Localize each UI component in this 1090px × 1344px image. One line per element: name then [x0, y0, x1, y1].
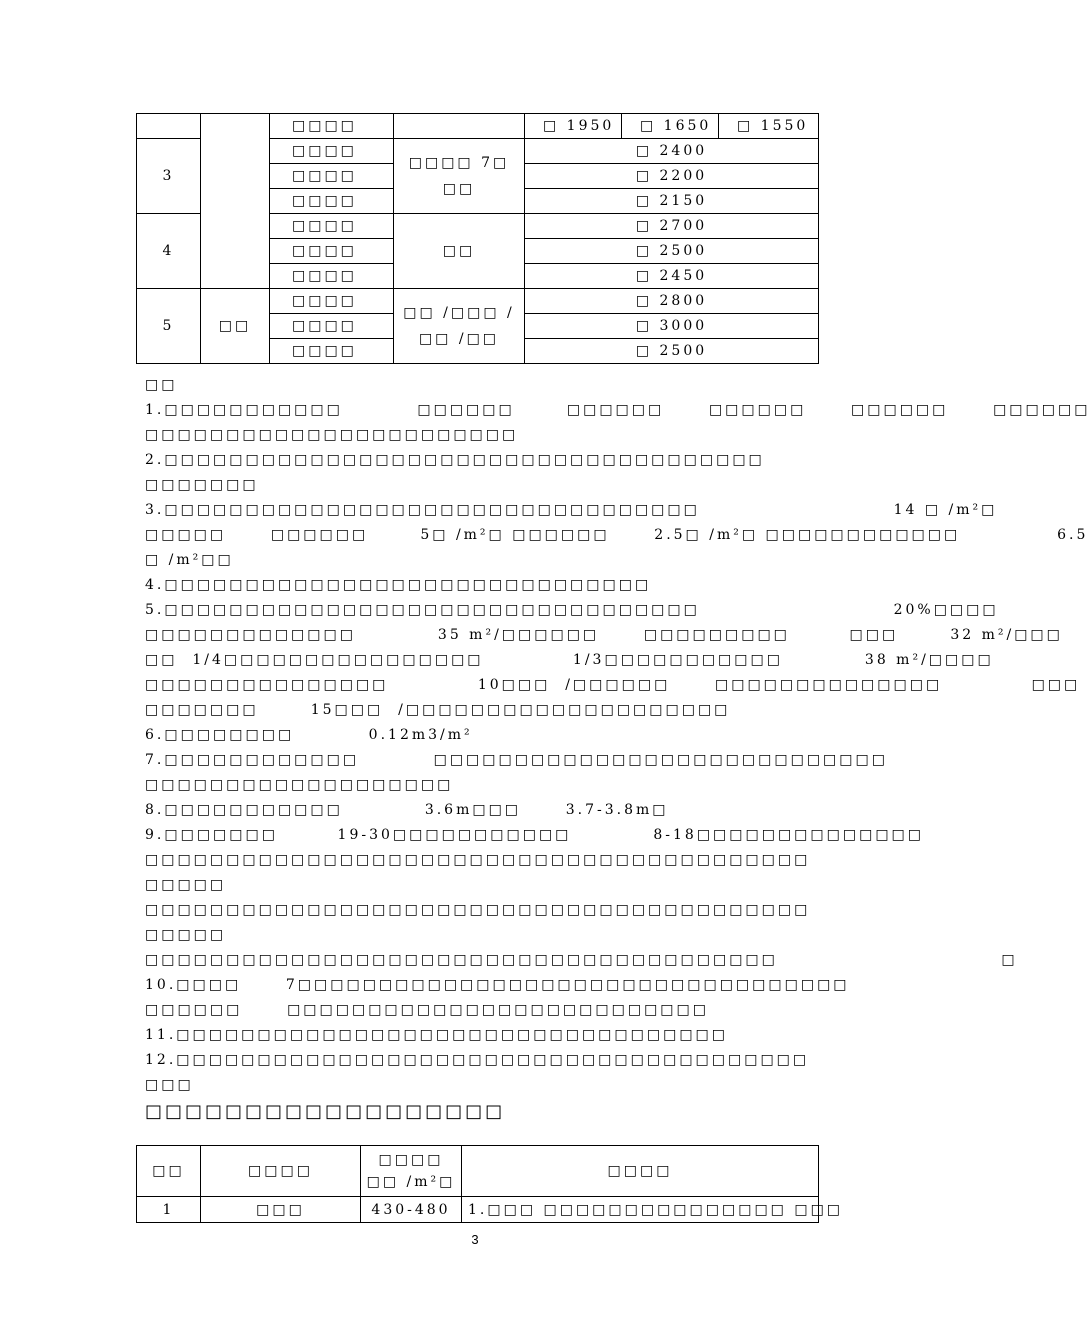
note-line: □□ 1/4□□□□□□□□□□□□□□□□ 1/3□□□□□□□□□□□ 38 m²/□□□□ — [145, 652, 994, 668]
note-line: □□□□□□□□□□□□□□□□□□□□□□□ — [145, 427, 519, 443]
note-line: □□ — [145, 377, 178, 393]
price-cell: □ 2500 — [525, 339, 819, 364]
page-number: 3 — [471, 1232, 479, 1247]
row-number: 3 — [137, 139, 201, 214]
table-cell: □□□□ — [270, 189, 394, 214]
note-line: □□□□□□□ 15□□□ /□□□□□□□□□□□□□□□□□□□□ — [145, 702, 731, 718]
note-line: □□□ — [145, 1077, 194, 1093]
price-cell: □ 2200 — [525, 164, 819, 189]
note-line: 5.□□□□□□□□□□□□□□□□□□□□□□□□□□□□□□□□□ 20%□□□□ — [145, 602, 999, 618]
note-line: □□□□□□□□□□□□□□□ 10□□□ /□□□□□□ □□□□□□□□□□□□□□ □□□ — [145, 677, 1081, 693]
column-header-line: □□ /m²□ — [366, 1174, 456, 1190]
note-line: □□□□□ □□□□□□ 5□ /m²□ □□□□□□ 2.5□ /m²□ □□□□□□□□□□□□ 6.5 — [145, 527, 1089, 543]
table-cell: □□□□ — [270, 289, 394, 314]
table-cell: □□□□ — [270, 339, 394, 364]
note-line: 1.□□□□□□□□□□□ □□□□□□ □□□□□□ □□□□□□ □□□□□□ □□□□□□ — [145, 402, 1090, 418]
column-header: □□□□ — [462, 1146, 819, 1197]
note-line: 8.□□□□□□□□□□□ 3.6m□□□ 3.7-3.8m□ — [145, 802, 669, 818]
price-cell: □ 1950 — [525, 114, 622, 139]
note-line: □□□□□□□□□□□□□□□□□□□ — [145, 777, 454, 793]
table-cell — [394, 114, 525, 139]
column-header: □□ — [137, 1146, 201, 1197]
table-cell: □□□ — [201, 1197, 361, 1223]
price-cell: □ 3000 — [525, 314, 819, 339]
notes-section — [145, 373, 1090, 1098]
table-cell: □□□□ — [270, 164, 394, 189]
row-number: 5 — [137, 289, 201, 364]
table-row — [137, 114, 819, 139]
table-row — [137, 289, 819, 314]
note-line: 7.□□□□□□□□□□□□ □□□□□□□□□□□□□□□□□□□□□□□□□□□□ — [145, 752, 888, 768]
table-cell: □□□□ — [270, 139, 394, 164]
note-line: □□□□□□□□□□□□□ 35 m²/□□□□□□ □□□□□□□□□ □□□ 32 m²/□□□ — [145, 627, 1063, 643]
note-line: □□□□□□□□□□□□□□□□□□□□□□□□□□□□□□□□□□□□□□□ □ — [145, 952, 1018, 968]
row-number: 4 — [137, 214, 201, 289]
note-line: 9.□□□□□□□ 19-30□□□□□□□□□□□ 8-18□□□□□□□□□□□□□□ — [145, 827, 925, 843]
category-cell — [201, 114, 270, 289]
column-header: □□□□ — [201, 1146, 361, 1197]
note-line: □□□□□□□□□□□□□□□□□□□□□□□□□□□□□□□□□□□□□□□□□ — [145, 902, 811, 918]
note-line: □□□□□□□□□□□□□□□□□□□□□□□□□□□□□□□□□□□□□□□□□ — [145, 852, 811, 868]
type-cell: □□ — [394, 214, 525, 289]
table-row — [137, 1197, 819, 1223]
section-heading: □□□□□□□□□□□□□□□□□□ — [145, 1101, 506, 1122]
note-line: 2.□□□□□□□□□□□□□□□□□□□□□□□□□□□□□□□□□□□□□ — [145, 452, 765, 468]
price-cell: □ 2500 — [525, 239, 819, 264]
note-line: □□□□□ — [145, 877, 227, 893]
note-line: □□□□□□ □□□□□□□□□□□□□□□□□□□□□□□□□□ — [145, 1002, 709, 1018]
price-cell: □ 2700 — [525, 214, 819, 239]
note-line: □□□□□□□ — [145, 477, 259, 493]
price-cell: □ 2450 — [525, 264, 819, 289]
table-cell: □□□□ — [270, 264, 394, 289]
table-header-row — [137, 1146, 819, 1197]
price-cell: □ 2400 — [525, 139, 819, 164]
note-line: 11.□□□□□□□□□□□□□□□□□□□□□□□□□□□□□□□□□□ — [145, 1027, 729, 1043]
note-line: 4.□□□□□□□□□□□□□□□□□□□□□□□□□□□□□□ — [145, 577, 652, 593]
note-line: □□□□□ — [145, 927, 227, 943]
table-cell: □□□□ — [270, 239, 394, 264]
table-cell: □□□□ — [270, 314, 394, 339]
category-cell: □□ — [201, 289, 270, 364]
column-header — [361, 1146, 462, 1197]
price-cell: □ 1550 — [719, 114, 819, 139]
table-cell: 1.□□□ □□□□□□□□□□□□□□□ □□□ — [462, 1197, 819, 1223]
column-header-line: □□□□ — [378, 1152, 444, 1168]
price-cell: □ 2150 — [525, 189, 819, 214]
item-table — [136, 1145, 844, 1223]
price-cell: □ 1650 — [622, 114, 719, 139]
note-line: 10.□□□□ 7□□□□□□□□□□□□□□□□□□□□□□□□□□□□□□□□□□ — [145, 977, 850, 993]
type-cell: □□□□ 7□ □□ — [394, 139, 525, 214]
price-cell: □ 2800 — [525, 289, 819, 314]
type-cell: □□ /□□□ /□□ /□□ — [394, 289, 525, 364]
price-table — [136, 113, 819, 364]
note-line: 12.□□□□□□□□□□□□□□□□□□□□□□□□□□□□□□□□□□□□□□□ — [145, 1052, 810, 1068]
table-cell: □□□□ — [270, 114, 394, 139]
price-cell: 430-480 — [361, 1197, 462, 1223]
table-cell: □□□□ — [270, 214, 394, 239]
table-cell — [137, 114, 201, 139]
note-line: □ /m²□□ — [145, 552, 234, 568]
note-line: 6.□□□□□□□□ 0.12m3/m² — [145, 727, 473, 743]
row-number: 1 — [137, 1197, 201, 1223]
note-line: 3.□□□□□□□□□□□□□□□□□□□□□□□□□□□□□□□□□ 14 □ /m²□ — [145, 502, 998, 518]
